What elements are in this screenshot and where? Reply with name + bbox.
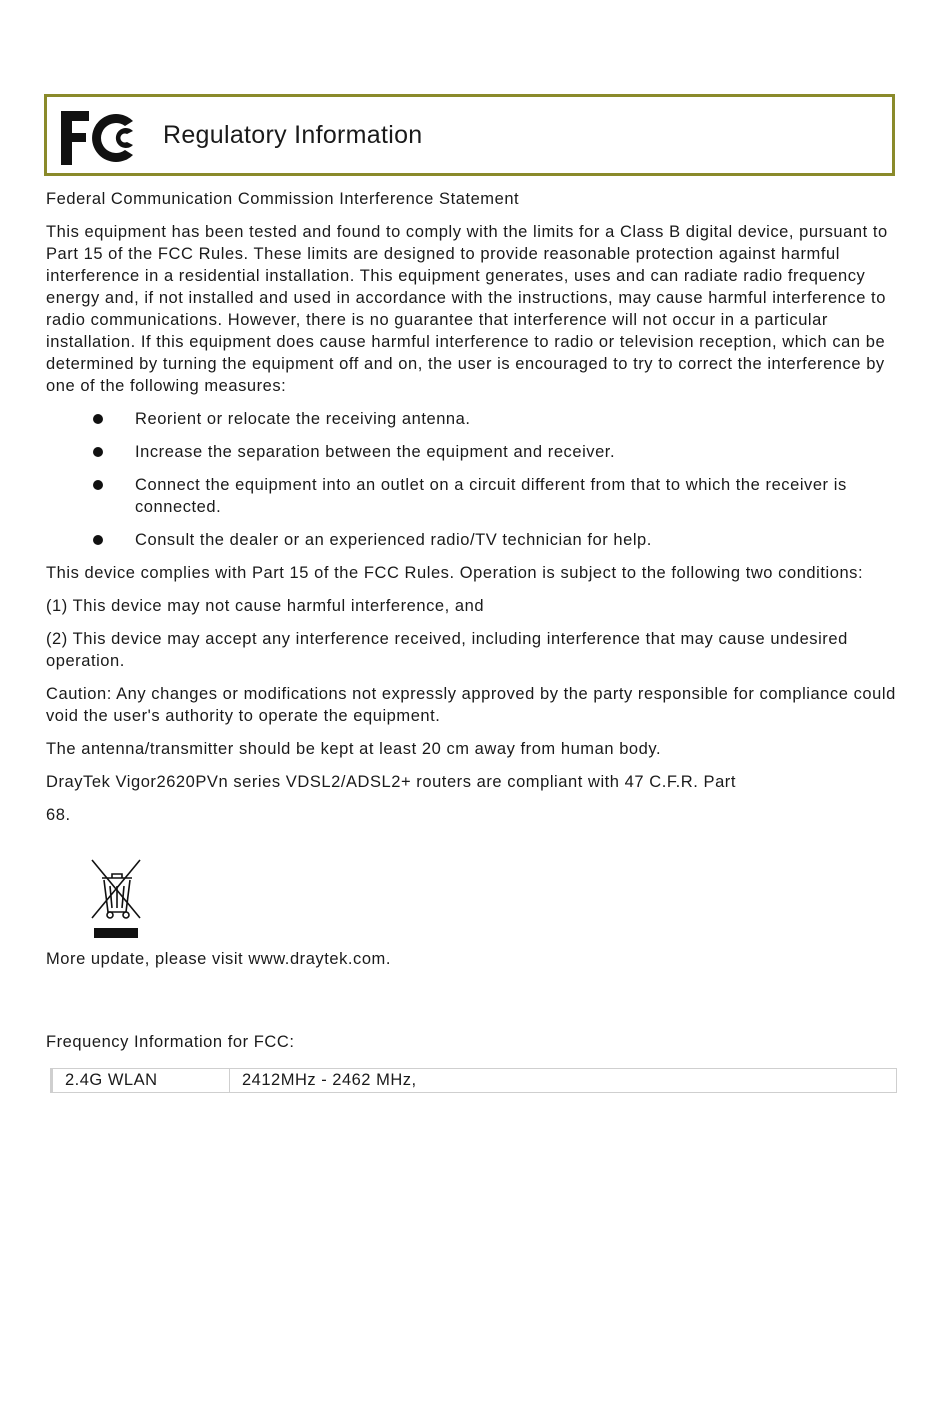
statement-heading: Federal Communication Commission Interference Statement	[46, 190, 520, 208]
bullet-icon	[93, 535, 103, 545]
measures-list	[46, 408, 916, 551]
measure-text: Increase the separation between the equipment and receiver.	[135, 443, 616, 461]
antenna-text: The antenna/transmitter should be kept at least 20 cm away from human body.	[46, 740, 662, 758]
list-item	[46, 474, 916, 518]
bullet-icon	[93, 480, 103, 490]
table-cell-range: 2412MHz - 2462 MHz,	[242, 1071, 417, 1089]
measure-text: Consult the dealer or an experienced radio/TV technician for help.	[135, 531, 652, 549]
frequency-table	[50, 1068, 897, 1093]
condition-2: (2) This device may accept any interference received, including interference that may cause undesired operation.	[46, 630, 848, 670]
statement-intro: This equipment has been tested and found to comply with the limits for a Class B digital device, pursuant to Part 15 of the FCC Rules. These limits are designed to provide reasonable protection against harmful interference in a residential installation. This equipment generates, uses and can radiate radio frequency energy and, if not installed and used in accordance with the instructions, may cause harmful interference to radio communications. However, there is no guarantee that interference will not occur in a particular installation. If this equipment does cause harmful interference to radio or television reception, which can be determined by turning the equipment off and on, the user is encouraged to try to correct the interference by one of the following measures:	[46, 223, 888, 395]
part68-line-2: 68.	[46, 806, 71, 824]
more-update-text: More update, please visit www.draytek.com.	[46, 950, 391, 968]
condition-1: (1) This device may not cause harmful interference, and	[46, 597, 485, 615]
fcc-logo-text: FC	[59, 107, 61, 108]
regulatory-header	[44, 94, 895, 176]
compliance-text: This device complies with Part 15 of the FCC Rules. Operation is subject to the following two conditions:	[46, 564, 864, 582]
bullet-icon	[93, 447, 103, 457]
fcc-statement	[46, 188, 916, 837]
page-title: Regulatory Information	[163, 121, 423, 149]
frequency-heading: Frequency Information for FCC:	[46, 1033, 295, 1051]
measure-text: Reorient or relocate the receiving antenna.	[135, 410, 471, 428]
list-item	[46, 529, 916, 551]
part68-line-1: DrayTek Vigor2620PVn series VDSL2/ADSL2+ routers are compliant with 47 C.F.R. Part	[46, 773, 736, 791]
caution-text: Caution: Any changes or modifications not expressly approved by the party responsible for compliance could void the user's authority to operate the equipment.	[46, 685, 896, 725]
fcc-logo-icon	[59, 107, 143, 169]
measure-text: Connect the equipment into an outlet on a circuit different from that to which the receiver is connected.	[135, 476, 847, 516]
table-cell-band: 2.4G WLAN	[53, 1069, 230, 1092]
list-item	[46, 441, 916, 463]
bullet-icon	[93, 414, 103, 424]
list-item	[46, 408, 916, 430]
weee-bin-icon	[88, 856, 144, 940]
